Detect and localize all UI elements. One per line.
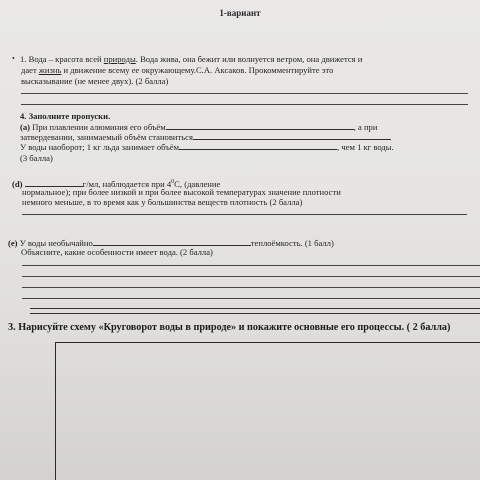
blank-field[interactable] (93, 237, 251, 246)
section-divider (30, 308, 480, 314)
bullet-mark: • (12, 54, 15, 63)
q3-text: 3. Нарисуйте схему «Круговорот воды в природе» и покажите основные его процессы. ( 2 балла) (8, 322, 451, 333)
blank-field[interactable] (179, 141, 337, 150)
answer-line[interactable] (22, 214, 467, 215)
answer-line[interactable] (22, 265, 480, 266)
link-nature[interactable]: природы (103, 54, 136, 64)
q2d-line-3: немного меньше, в то время как у большинства веществ плотность (2 балла) (22, 197, 303, 207)
q2a-points: (3 балла) (20, 153, 53, 163)
q2a-line-2: затвердевании, занимаемый объём становиться (20, 131, 391, 142)
answer-line[interactable] (22, 276, 480, 277)
answer-line[interactable] (21, 104, 468, 105)
answer-line[interactable] (21, 93, 468, 94)
q2-title: 4. Заполните пропуски. (20, 111, 111, 121)
q2e-line-1: (e) У воды необычайно теплоёмкость. (1 балл) (8, 238, 334, 248)
q1-line-1: 1. Вода – красота всей природы. Вода жива, она бежит или волнуется ветром, она движется и (20, 54, 363, 64)
blank-field[interactable] (25, 178, 83, 187)
variant-title: 1-вариант (219, 8, 261, 18)
link-life[interactable]: жизнь (38, 65, 62, 75)
q2a-line-1: (a) При плавлении алюминия его объём , а при (20, 122, 378, 132)
answer-line[interactable] (22, 298, 480, 299)
q2d-line-2: нормальное); при более низкой и при более высокой температурах значение плотности (22, 187, 341, 197)
drawing-box[interactable] (55, 342, 480, 480)
q1-line-2: дает жизнь и движение всему ее окружающему.С.А. Аксаков. Прокомментируйте это (21, 65, 334, 75)
q2a-line-3: У воды наоборот; 1 кг льда занимает объём , чем 1 кг воды. (20, 142, 394, 152)
q2e-line-2: Объясните, какие особенности имеет вода. (2 балла) (21, 247, 213, 257)
q1-line-3: высказывание (не менее двух). (2 балла) (21, 76, 169, 86)
blank-field[interactable] (193, 131, 391, 140)
q2d-line-1: (d) г/мл, наблюдается при $4^0С$, (давление (12, 178, 221, 189)
answer-line[interactable] (22, 287, 480, 288)
blank-field[interactable] (166, 121, 354, 130)
